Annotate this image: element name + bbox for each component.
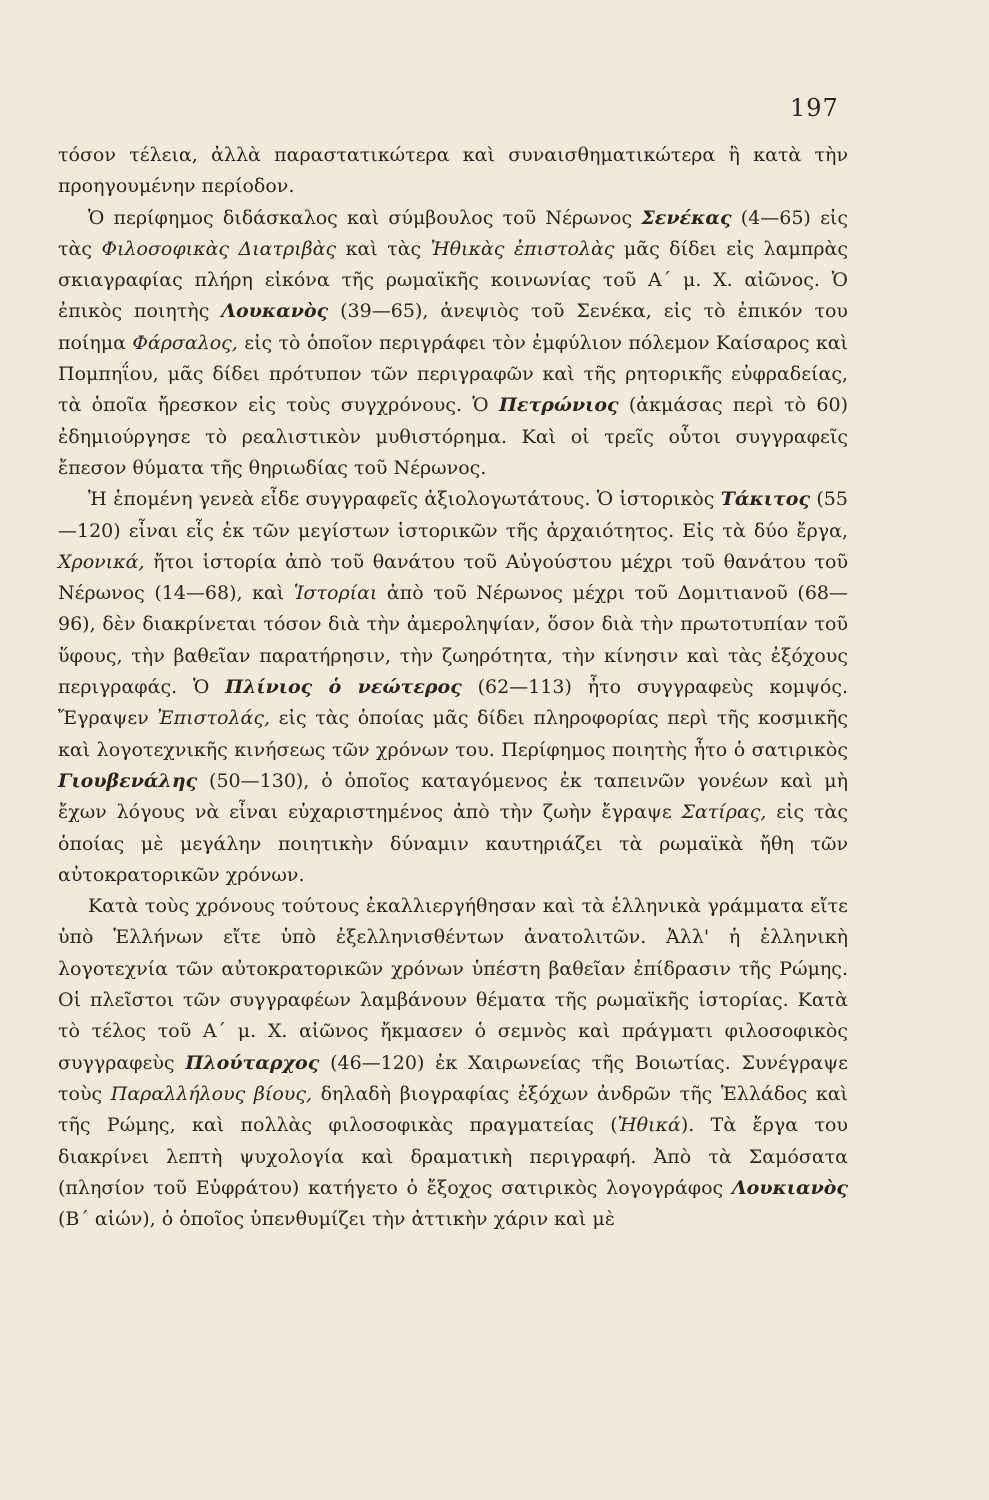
page-number: 197 [790,94,839,122]
text-run: (55—120) εἶναι εἷς ἐκ τῶν μεγίστων ἱστορικῶν τῆς ἀρχαιότητος. Εἰς τὰ δύο ἔργα, [58,488,848,542]
text-run: Ἡ ἑπομένη γενεὰ εἶδε συγγραφεῖς ἀξιολογωτάτους. Ὁ ἱστορικὸς [88,488,721,511]
author-petronius: Πετρώνιος [498,394,619,417]
author-juvenal: Γιουβενάλης [58,769,198,792]
text-run: Κατὰ τοὺς χρόνους τούτους ἐκαλλιεργήθησαν καὶ τὰ ἑλληνικὰ γράμματα εἴτε ὑπὸ Ἑλλήνων εἴτε ὑπὸ ἐξελληνισθέντων ἀνατολιτῶν. Ἀλλ' ἡ ἑλληνικὴ λογοτεχνία τῶν αὐτοκρατορικῶν χρόνων ὑπέστη βαθεῖαν ἐπίδρασιν τῆς Ρώμης. Οἱ πλεῖστοι τῶν συγγραφέων λαμβάνουν θέματα τῆς ρωμαϊκῆς ἱστορίας. Κατὰ τὸ τέλος τοῦ Α΄ μ. Χ. αἰῶνος ἤκμασεν ὁ σεμνὸς καὶ πράγματι φιλοσοφικὸς συγγραφεὺς [58,895,848,1074]
text-run: (4—65) εἰς τὰς [58,206,849,260]
work-title: Φάρσαλος, [132,331,238,354]
author-pliny: Πλίνιος ὁ νεώτερος [225,676,462,699]
author-lucian: Λουκιανὸς [731,1176,848,1199]
text-run: εἰς τὰς ὁποίας μὲ μεγάλην ποιητικὴν δύναμιν καυτηριάζει τὰ ρωμαϊκὰ ἤθη τῶν αὐτοκρατορικῶν χρόνων. [58,801,849,886]
work-title: Φιλοσοφικὰς Διατριβὰς [101,237,337,260]
paragraph-2 [58,203,848,485]
text-run: εἰς τὰς ὁποίας μᾶς δίδει πληροφορίας περὶ τῆς κοσμικῆς καὶ λογοτεχνικῆς κινήσεως τῶν χρόνων του. Περίφημος ποιητὴς ἦτο ὁ σατιρικὸς [58,707,848,761]
work-title: Ἠθικὰς ἐπιστολὰς [430,237,615,260]
text-run: ). Τὰ ἔργα του διακρίνει λεπτὴ ψυχολογία καὶ δραματικὴ περιγραφή. Ἀπὸ τὰ Σαμόσατα (πλησίον τοῦ Εὐφράτου) κατήγετο ὁ ἔξοχος σατιρικὸς λογογράφος [58,1114,848,1199]
author-plutarch: Πλούταρχος [185,1051,320,1074]
text-run: (62—113) ἦτο συγγραφεὺς κομψός. Ἔγραψεν [58,676,849,730]
text-run: (46—120) ἐκ Χαιρωνείας τῆς Βοιωτίας. Συνέγραψε τοὺς [58,1051,848,1105]
work-title: Ἱστορίαι [293,582,378,605]
text-run: μᾶς δίδει εἰς λαμπρὰς σκιαγραφίας πλήρη εἰκόνα τῆς ρωμαϊκῆς κοινωνίας τοῦ Α΄ μ. Χ. αἰῶνος. Ὁ ἐπικὸς ποιητὴς [58,237,848,323]
paragraph-1: τόσον τέλεια, ἀλλὰ παραστατικώτερα καὶ συναισθηματικώτερα ἢ κατὰ τὴν προηγουμένην περίοδον. [58,144,848,198]
author-seneca: Σενέκας [641,206,732,229]
work-title: Σατίρας, [681,801,767,824]
paragraph-3 [58,484,848,891]
work-title: Ἐπιστολάς, [157,707,271,730]
text-run: ἀπὸ τοῦ Νέρωνος μέχρι τοῦ Δομιτιανοῦ (68—96), δὲν διακρίνεται τόσον διὰ τὴν ἀμεροληψίαν, ὅσον διὰ τὴν πρωτοτυπίαν τοῦ ὕφους, τὴν βαθεῖαν παρατήρησιν, τὴν ζωηρότητα, τὴν κίνησιν καὶ τὰς ἐξόχους περιγραφάς. Ὁ [58,582,848,699]
work-title: Χρονικά, [58,550,145,573]
work-title: Παραλλήλους βίους, [110,1082,312,1105]
text-run: (ἀκμάσας περὶ τὸ 60) ἐδημιούργησε τὸ ρεαλιστικὸν μυθιστόρημα. Καὶ οἱ τρεῖς οὗτοι συγγραφεῖς ἔπεσον θύματα τῆς θηριωδίας τοῦ Νέρωνος. [58,394,848,479]
text-run: ἤτοι ἱστορία ἀπὸ τοῦ θανάτου τοῦ Αὐγούστου μέχρι τοῦ θανάτου τοῦ Νέρωνος (14—68), καὶ [58,550,848,605]
text-run: δηλαδὴ βιογραφίας ἐξόχων ἀνδρῶν τῆς Ἑλλάδος καὶ τῆς Ρώμης, καὶ πολλὰς φιλοσοφικὰς πραγματείας ( [58,1082,848,1137]
text-run: (50—130), ὁ ὁποῖος καταγόμενος ἐκ ταπεινῶν γονέων καὶ μὴ ἔχων λόγους νὰ εἶναι εὐχαριστημένος ἀπὸ τὴν ζωὴν ἔγραψε [58,769,848,824]
paragraph-4 [58,891,848,1235]
author-lucan: Λουκανὸς [221,300,329,323]
text-run: (39—65), ἀνεψιὸς τοῦ Σενέκα, εἰς τὸ ἐπικόν του ποίημα [58,300,848,354]
work-title: Ἠθικά [617,1114,681,1137]
text-run: Ὁ περίφημος διδάσκαλος καὶ σύμβουλος τοῦ Νέρωνος [88,206,642,229]
text-run: εἰς τὸ ὁποῖον περιγράφει τὸν ἐμφύλιον πόλεμον Καίσαρος καὶ Πομπηΐου, μᾶς δίδει πρότυπον τῶν περιγραφῶν καὶ τῆς ρητορικῆς εὐφραδείας, τὰ ὁποῖα ἤρεσκον εἰς τοὺς συγχρόνους. Ὁ [58,331,848,417]
body-text [58,140,848,1235]
author-tacitus: Τάκιτος [720,488,811,511]
text-run: καὶ τὰς [336,237,431,260]
text-run: (Β΄ αἰών), ὁ ὁποῖος ὑπενθυμίζει τὴν ἀττικὴν χάριν καὶ μὲ [58,1208,615,1231]
